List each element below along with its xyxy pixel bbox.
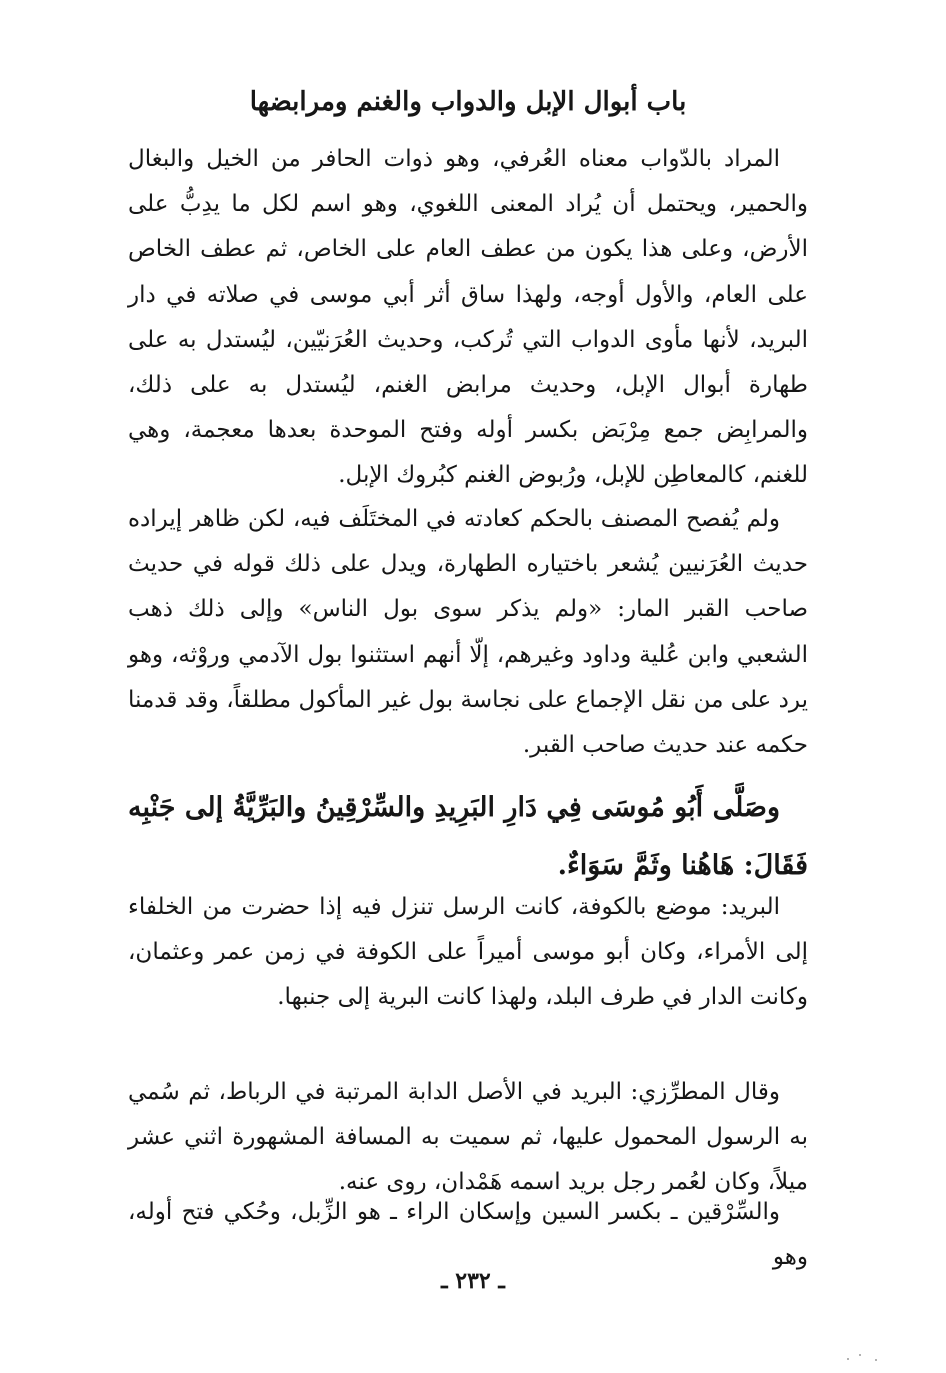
page-number: ـ ٢٣٢ ـ	[441, 1268, 505, 1294]
chapter-title: باب أبوال الإبل والدواب والغنم ومرابضها	[249, 87, 687, 117]
commentary-paragraph-barid: البريد: موضع بالكوفة، كانت الرسل تنزل فيه إذا حضرت من الخلفاء إلى الأمراء، وكان أبو موسى أميراً على الكوفة في زمن عمر وعثمان، وكانت الدار في طرف البلد، ولهذا كانت البرية إلى جنبها.	[128, 894, 808, 1011]
commentary-paragraph-ruling: ولم يُفصح المصنف بالحكم كعادته في المختَلَف فيه، لكن ظاهر إيراده حديث العُرَنيين يُشعر باختياره الطهارة، ويدل على ذلك قوله في حديث صاحب القبر المار: «ولم يذكر سوى بول الناس» وإلى ذلك ذهب الشعبي وابن عُلية وداود وغيرهم، إلّا أنهم استثنوا بول الآدمي وروْثه، وهو يرد على من نقل الإجماع على نجاسة بول غير المأكول مطلقاً، وقد قدمنا حكمه عند حديث صاحب القبر.	[128, 506, 808, 759]
commentary-paragraph-sirqin: والسِّرْقين ـ بكسر السين وإسكان الراء ـ هو الزِّبل، وحُكي فتح أوله، وهو	[128, 1199, 808, 1271]
commentary-paragraph-dawab: المراد بالدّواب معناه العُرفي، وهو ذوات الحافر من الخيل والبغال والحمير، ويحتمل أن يُراد المعنى اللغوي، وهو اسم لكل ما يدِبُّ على الأرض، وعلى هذا يكون من عطف العام على الخاص، ثم عطف الخاص على العام، والأول أوجه، ولهذا ساق أثر أبي موسى في صلاته في دار البريد، لأنها مأوى الدواب التي تُركب، وحديث العُرَنيّين، ليُستدل به على طهارة أبوال الإبل، وحديث مرابض الغنم، ليُستدل به على ذلك، والمرابِض جمع مِرْبَض بكسر أوله وفتح الموحدة بعدها معجمة، وهي للغنم، كالمعاطِن للإبل، ورُبوض الغنم كبُروك الإبل.	[128, 146, 808, 489]
hadith-text: وصَلَّى أَبُو مُوسَى فِي دَارِ البَرِيدِ والسِّرْقِينُ والبَرِّيَّةُ إلى جَنْبِه فَقَالَ: هَاهُنا وثَمَّ سَوَاءٌ.	[128, 792, 808, 881]
scan-specks	[845, 1352, 885, 1362]
commentary-paragraph-mutarrizi: وقال المطرِّزي: البريد في الأصل الدابة المرتبة في الرباط، ثم سُمي به الرسول المحمول عليها، ثم سميت به المسافة المشهورة اثني عشر ميلاً، وكان لعُمر رجل بريد اسمه هَمْدان، روى عنه.	[128, 1079, 808, 1196]
